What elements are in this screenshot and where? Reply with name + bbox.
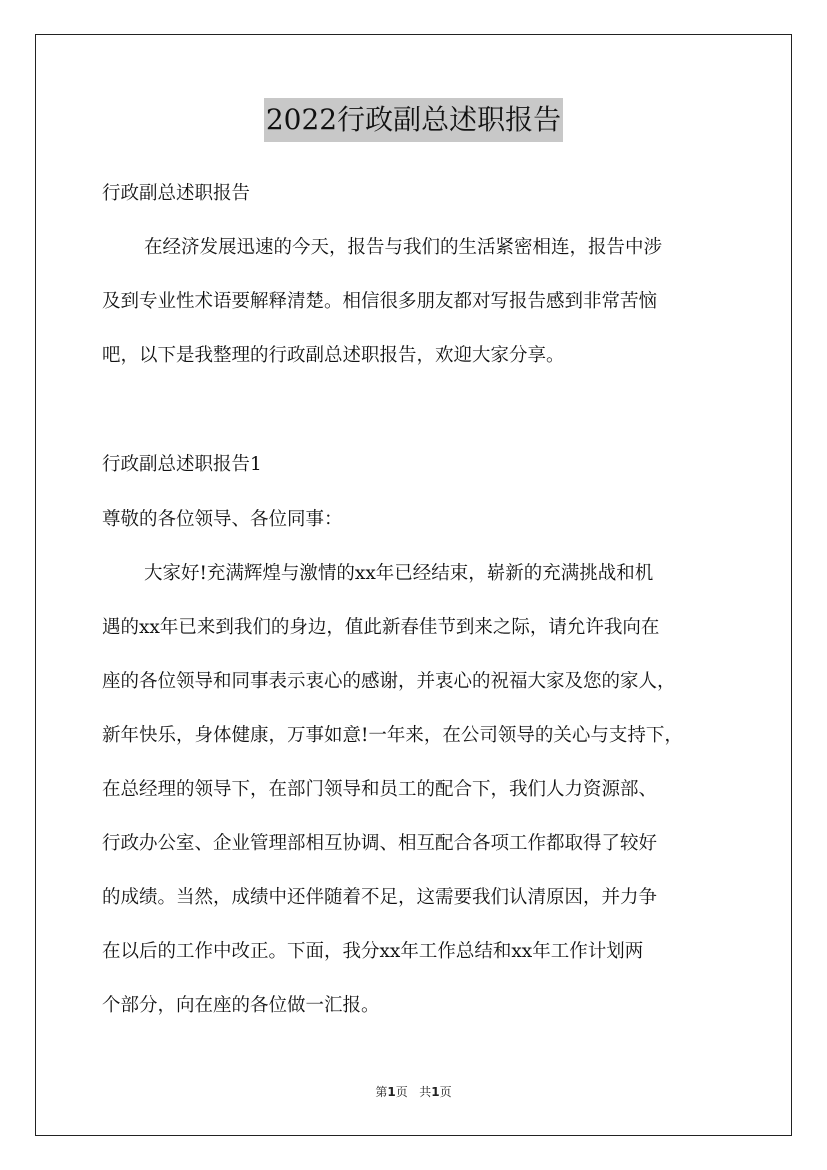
intro-line-3: 吧，以下是我整理的行政副总述职报告，欢迎大家分享。 [102, 345, 565, 366]
body-line-7: 的成绩。当然，成绩中还伴随着不足，这需要我们认清原因，并力争 [102, 887, 658, 908]
body-line-9: 个部分，向在座的各位做一汇报。 [102, 995, 380, 1016]
page-footer [0, 1083, 827, 1101]
document-subtitle: 行政副总述职报告 [102, 183, 251, 204]
footer-page-current: 1 [387, 1085, 396, 1099]
body-line-5: 在总经理的领导下，在部门领导和员工的配合下，我们人力资源部、 [102, 779, 658, 800]
body-line-6: 行政办公室、企业管理部相互协调、相互配合各项工作都取得了较好 [102, 833, 658, 854]
footer-page-suffix: 页 [439, 1085, 452, 1099]
intro-line-2: 及到专业性术语要解释清楚。相信很多朋友都对写报告感到非常苦恼 [102, 291, 658, 312]
body-line-8: 在以后的工作中改正。下面，我分xx年工作总结和xx年工作计划两 [102, 941, 644, 962]
body-line-1: 大家好!充满辉煌与激情的xx年已经结束，崭新的充满挑战和机 [144, 563, 654, 584]
footer-page-prefix: 第 [375, 1085, 388, 1099]
body-line-2: 遇的xx年已来到我们的身边，值此新春佳节到来之际，请允许我向在 [102, 617, 660, 638]
intro-line-1: 在经济发展迅速的今天，报告与我们的生活紧密相连，报告中涉 [144, 237, 663, 258]
footer-page-total: 1 [431, 1085, 440, 1099]
section-heading: 行政副总述职报告1 [102, 454, 262, 475]
salutation: 尊敬的各位领导、各位同事： [102, 509, 343, 530]
footer-page-mid: 页 共 [395, 1085, 432, 1099]
document-title: 2022行政副总述职报告 [264, 98, 563, 142]
body-line-4: 新年快乐，身体健康，万事如意!一年来，在公司领导的关心与支持下， [102, 725, 683, 746]
title-wrap [0, 98, 827, 142]
body-line-3: 座的各位领导和同事表示衷心的感谢，并衷心的祝福大家及您的家人， [102, 671, 676, 692]
